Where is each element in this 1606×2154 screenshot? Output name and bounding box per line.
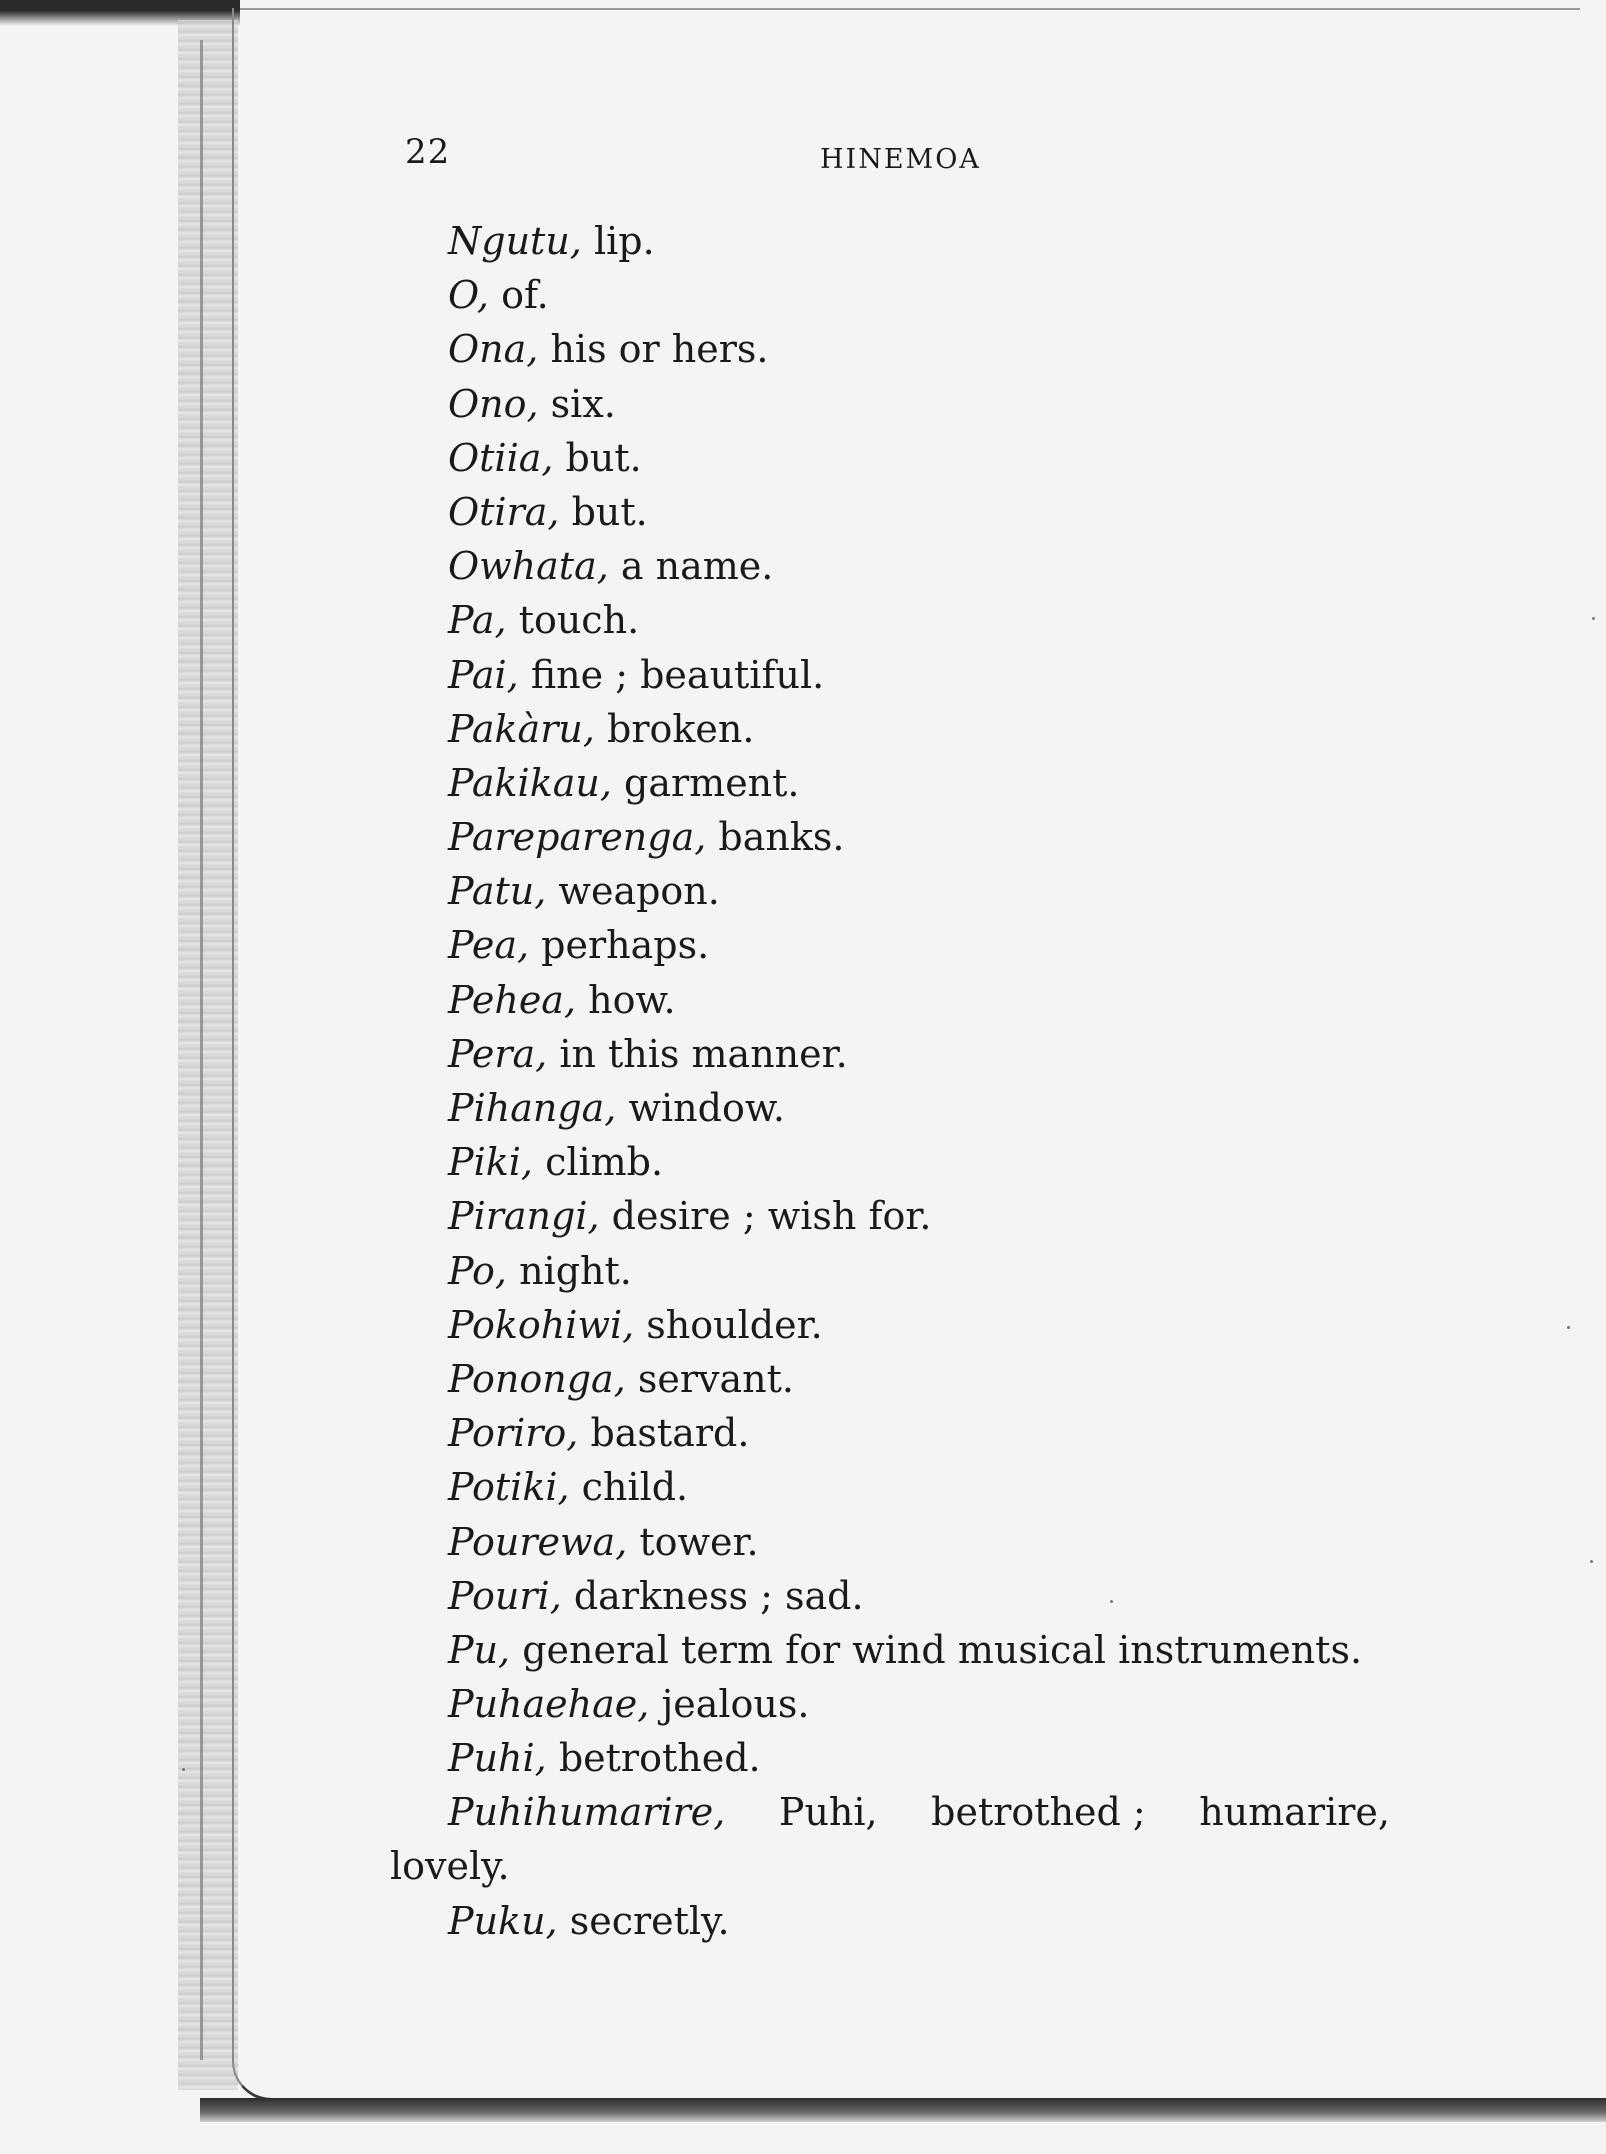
scan-speck — [182, 1768, 185, 1771]
entry-term: Pa, — [448, 598, 507, 643]
entry-term: Poriro, — [448, 1411, 579, 1456]
entry-definition: desire ; wish for. — [599, 1194, 932, 1239]
glossary-entry — [390, 1894, 1400, 1948]
entry-term: Puhihumarire, — [448, 1790, 726, 1835]
glossary-entry — [390, 1677, 1400, 1731]
entry-term: Pourewa, — [448, 1519, 628, 1564]
glossary-entry — [390, 1081, 1400, 1135]
scan-speck — [1567, 1326, 1570, 1329]
entry-term: Pirangi, — [448, 1194, 600, 1239]
entry-term: Pakikau, — [448, 760, 612, 805]
scan-speck — [1590, 1560, 1593, 1563]
entry-term: Pouri, — [448, 1573, 562, 1618]
glossary-entry — [390, 1569, 1400, 1623]
entry-definition: but. — [553, 435, 642, 480]
glossary-entry — [390, 485, 1400, 539]
glossary-entry — [390, 539, 1400, 593]
entry-definition-part: humarire, — [1199, 1790, 1390, 1835]
glossary-entry — [390, 1189, 1400, 1243]
glossary-entry — [390, 214, 1400, 268]
glossary-list — [390, 214, 1400, 1948]
entry-definition: darkness ; sad. — [561, 1573, 864, 1618]
entry-term: Pareparenga, — [448, 815, 707, 860]
entry-definition: six. — [538, 381, 616, 426]
entry-term: Puhaehae, — [448, 1682, 650, 1727]
entry-definition: in this manner. — [547, 1031, 848, 1076]
entry-definition: broken. — [594, 706, 755, 751]
entry-term: Otiia, — [448, 435, 554, 480]
entry-definition: betrothed. — [546, 1736, 761, 1781]
entry-definition: fine ; beautiful. — [518, 652, 825, 697]
glossary-entry — [390, 918, 1400, 972]
glossary-entry — [390, 322, 1400, 376]
entry-term: Potiki, — [448, 1465, 570, 1510]
entry-definition: but. — [559, 489, 648, 534]
entry-definition: banks. — [706, 815, 845, 860]
glossary-entry — [390, 1731, 1400, 1785]
entry-definition: his or hers. — [538, 327, 769, 372]
entry-definition-part: Puhi, — [778, 1790, 878, 1835]
wrapped-entry-first-line — [448, 1785, 1390, 1839]
book-binding-gutter — [178, 20, 238, 2090]
entry-term: Owhata, — [448, 544, 609, 589]
glossary-entry — [390, 1135, 1400, 1189]
entry-definition: how. — [576, 977, 676, 1022]
entry-definition: of. — [489, 273, 549, 318]
entry-definition: bastard. — [578, 1411, 750, 1456]
entry-term: Pokohiwi, — [448, 1302, 635, 1347]
entry-definition: garment. — [611, 760, 800, 805]
scan-speck — [1110, 1600, 1113, 1603]
glossary-entry — [390, 702, 1400, 756]
entry-term: Po, — [448, 1248, 507, 1293]
glossary-entry — [390, 431, 1400, 485]
entry-term: Pea, — [448, 923, 530, 968]
glossary-entry — [390, 756, 1400, 810]
scan-bottom-shadow — [200, 2098, 1606, 2122]
binding-line — [200, 40, 203, 2060]
entry-definition: secretly. — [557, 1898, 730, 1943]
glossary-entry-wrapped — [390, 1785, 1400, 1893]
entry-definition: weapon. — [546, 869, 720, 914]
glossary-entry — [390, 377, 1400, 431]
glossary-entry — [390, 593, 1400, 647]
entry-definition: perhaps. — [529, 923, 710, 968]
entry-definition: servant. — [625, 1356, 794, 1401]
wrapped-entry-continuation: lovely. — [390, 1844, 510, 1889]
scan-speck — [1592, 617, 1595, 620]
glossary-entry — [390, 1623, 1400, 1677]
entry-definition: general term for wind musical instruments. — [510, 1627, 1363, 1672]
glossary-entry — [390, 1027, 1400, 1081]
glossary-entry — [390, 864, 1400, 918]
entry-definition: tower. — [627, 1519, 759, 1564]
entry-definition: climb. — [532, 1140, 664, 1185]
entry-term: Otira, — [448, 489, 560, 534]
entry-term: Puku, — [448, 1898, 558, 1943]
glossary-entry — [390, 1406, 1400, 1460]
entry-definition: night. — [507, 1248, 632, 1293]
glossary-entry — [390, 1352, 1400, 1406]
glossary-entry — [390, 268, 1400, 322]
entry-definition: window. — [616, 1086, 785, 1130]
entry-definition-part: betrothed ; — [931, 1790, 1146, 1835]
entry-term: Pakàru, — [448, 706, 595, 751]
glossary-entry — [390, 648, 1400, 702]
entry-term: Ngutu, — [448, 219, 582, 263]
entry-definition: shoulder. — [634, 1302, 823, 1347]
entry-term: Pera, — [448, 1031, 548, 1076]
entry-term: Pihanga, — [448, 1086, 617, 1130]
glossary-entry — [390, 973, 1400, 1027]
entry-term: Patu, — [448, 869, 547, 914]
entry-term: Pehea, — [448, 977, 577, 1022]
entry-term: Puhi, — [448, 1736, 547, 1781]
glossary-entry — [390, 810, 1400, 864]
entry-definition: a name. — [608, 544, 774, 589]
running-title: HINEMOA — [820, 144, 981, 175]
glossary-entry — [390, 1244, 1400, 1298]
entry-term: Ono, — [448, 381, 539, 426]
entry-term: Pu, — [448, 1627, 511, 1672]
entry-definition: touch. — [506, 598, 640, 643]
entry-definition: child. — [569, 1465, 689, 1510]
entry-term: Pononga, — [448, 1356, 626, 1401]
glossary-entry — [390, 1460, 1400, 1514]
page-number: 22 — [405, 132, 451, 172]
glossary-entry — [390, 1298, 1400, 1352]
entry-term: Ona, — [448, 327, 539, 372]
entry-term: Pai, — [448, 652, 519, 697]
entry-term: Piki, — [448, 1140, 533, 1185]
entry-definition: jealous. — [649, 1682, 810, 1727]
entry-term: O, — [448, 273, 490, 318]
entry-definition: lip. — [581, 219, 655, 263]
glossary-entry — [390, 1515, 1400, 1569]
